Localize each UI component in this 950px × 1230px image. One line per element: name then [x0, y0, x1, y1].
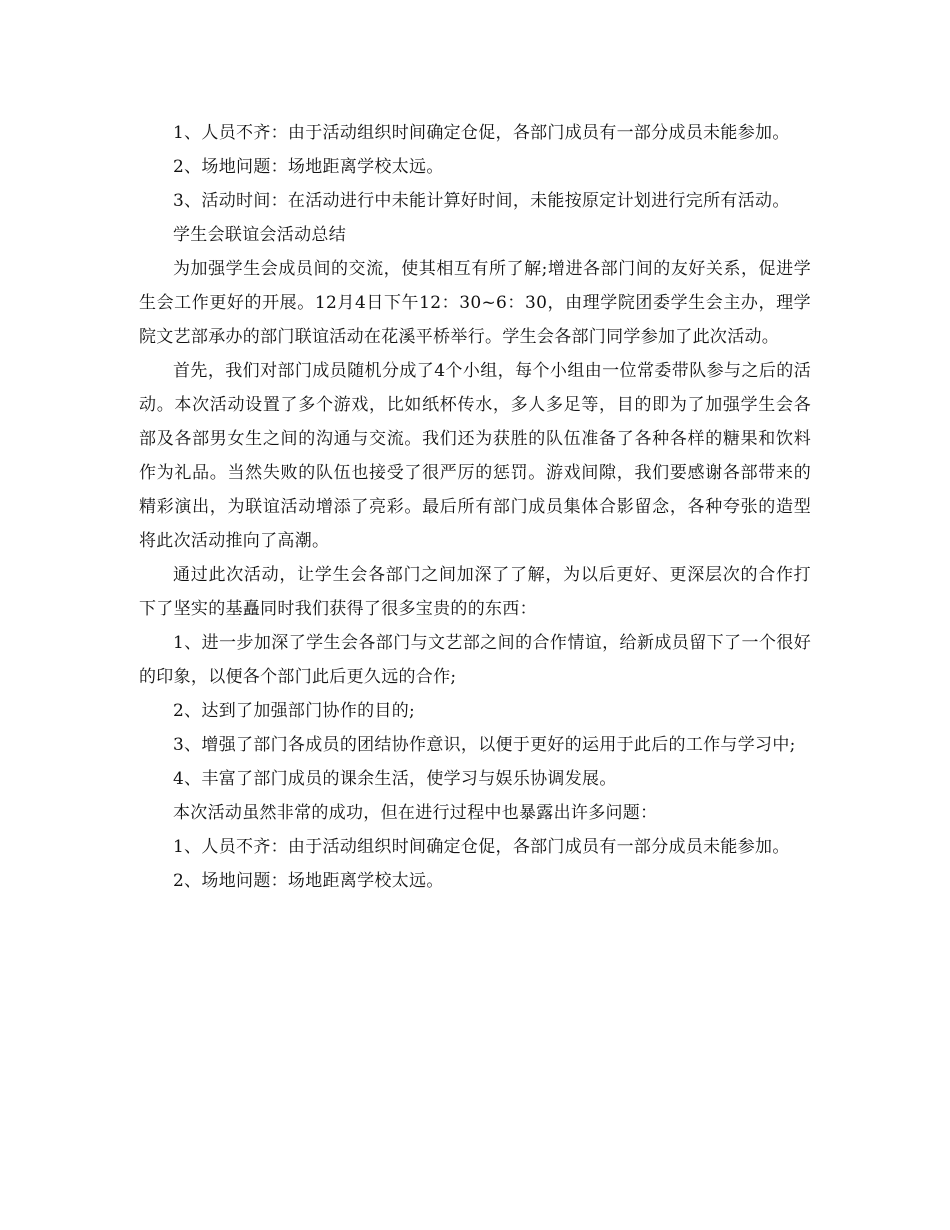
section-heading: 学生会联谊会活动总结 [173, 225, 346, 245]
document-body [139, 116, 811, 898]
paragraph-intro: 为加强学生会成员间的交流，使其相互有所了解;增进各部门间的友好关系，促进学生会工作更好的开展。12月4日下午12：30~6：30，由理学院团委学生会主办，理学院文艺部承办的部门联谊活动在花溪平桥举行。学生会各部门同学参加了此次活动。 [139, 259, 811, 347]
list-item-problem-attendance: 1、人员不齐：由于活动组织时间确定仓促，各部门成员有一部分成员未能参加。 [173, 837, 790, 857]
paragraph-problem-time: 3、活动时间：在活动进行中未能计算好时间，未能按原定计划进行完所有活动。 [173, 191, 790, 211]
list-item-gain-2: 2、达到了加强部门协作的目的; [173, 701, 416, 721]
paragraph-gains-intro: 通过此次活动，让学生会各部门之间加深了了解，为以后更好、更深层次的合作打下了坚实的基矗同时我们获得了很多宝贵的的东西： [139, 565, 811, 619]
list-item-gain-4: 4、丰富了部门成员的课余生活，使学习与娱乐协调发展。 [173, 769, 617, 789]
list-item-gain-1: 1、进一步加深了学生会各部门与文艺部之间的合作情谊，给新成员留下了一个很好的印象，以便各个部门此后更久远的合作; [139, 633, 811, 687]
list-item-problem-venue: 2、场地问题：场地距离学校太远。 [173, 871, 444, 891]
list-item-gain-3: 3、增强了部门各成员的团结协作意识，以便于更好的运用于此后的工作与学习中; [173, 735, 796, 755]
paragraph-problem-attendance: 1、人员不齐：由于活动组织时间确定仓促，各部门成员有一部分成员未能参加。 [173, 123, 790, 143]
paragraph-problems-intro: 本次活动虽然非常的成功，但在进行过程中也暴露出许多问题： [173, 803, 658, 823]
paragraph-activities: 首先，我们对部门成员随机分成了4个小组，每个小组由一位常委带队参与之后的活动。本次活动设置了多个游戏，比如纸杯传水，多人多足等，目的即为了加强学生会各部及各部男女生之间的沟通与交流。我们还为获胜的队伍准备了各种各样的糖果和饮料作为礼品。当然失败的队伍也接受了很严厉的惩罚。游戏间隙，我们要感谢各部带来的精彩演出，为联谊活动增添了亮彩。最后所有部门成员集体合影留念，各种夸张的造型将此次活动推向了高潮。 [139, 361, 811, 551]
paragraph-problem-venue: 2、场地问题：场地距离学校太远。 [173, 157, 444, 177]
